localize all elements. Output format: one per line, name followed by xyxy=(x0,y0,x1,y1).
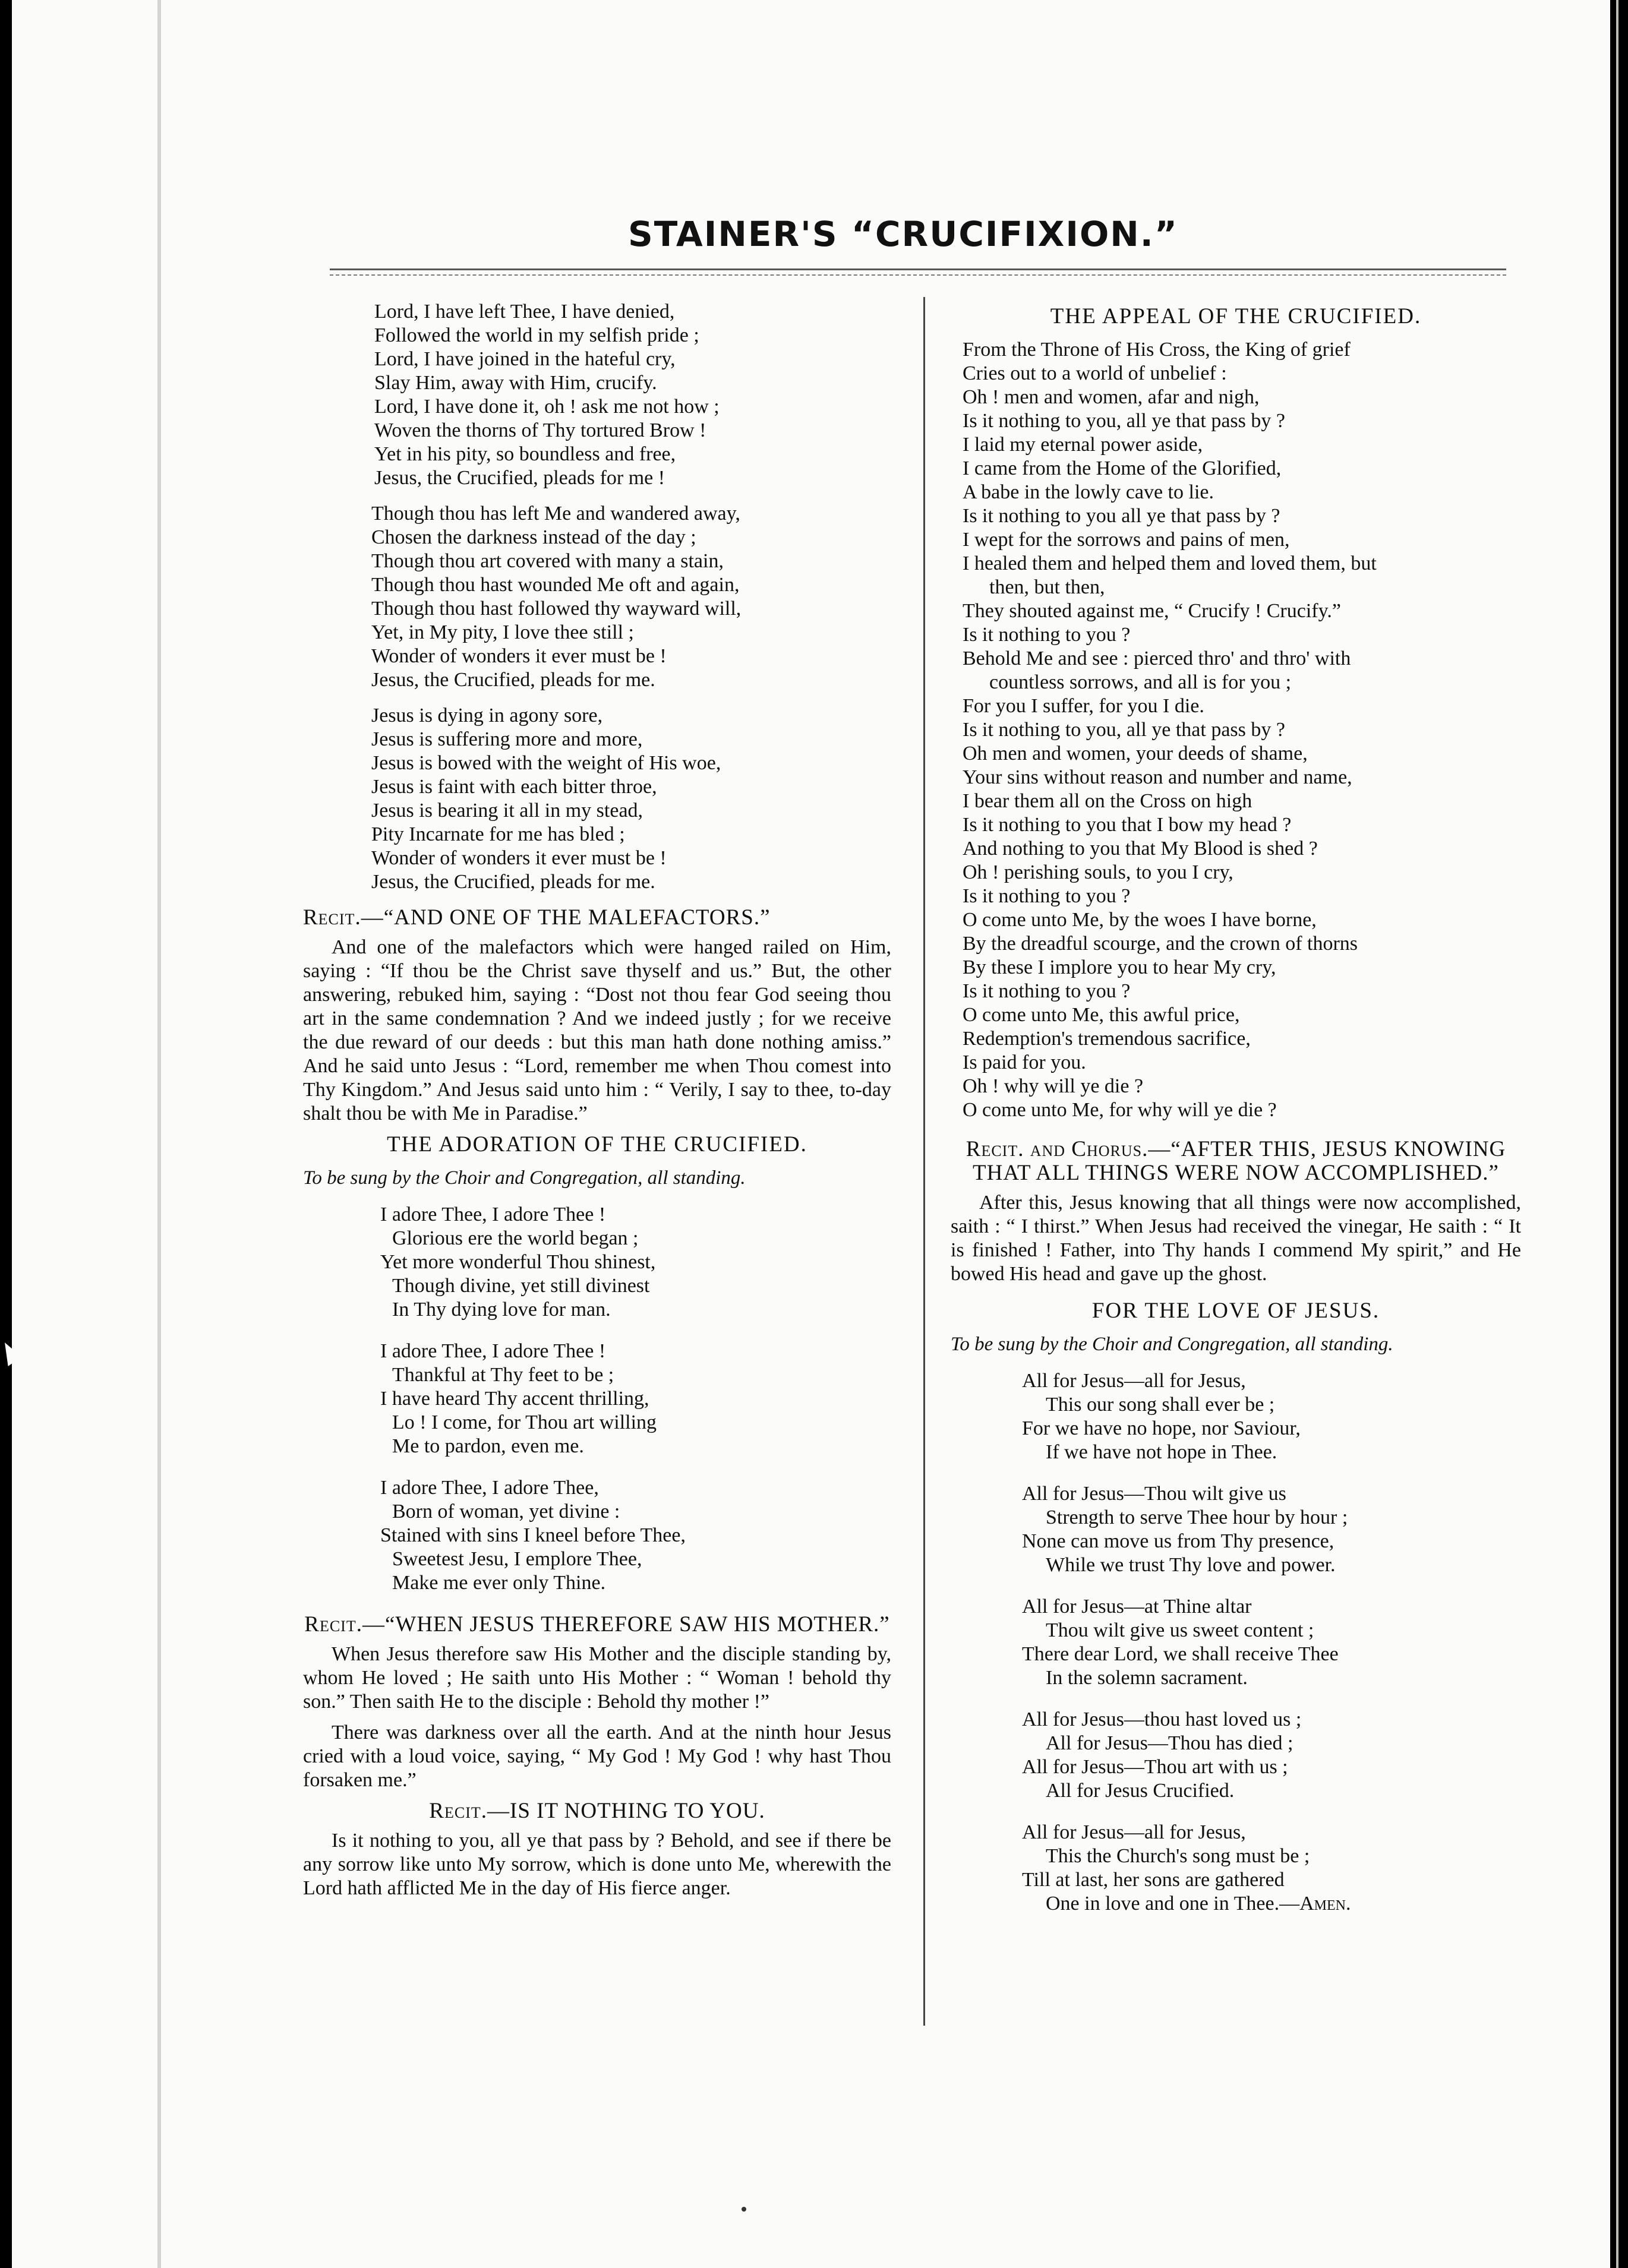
love-verse-5 xyxy=(951,1821,1521,1916)
text-line: Oh ! men and women, afar and nigh, xyxy=(963,386,1260,408)
left-column xyxy=(303,300,891,1907)
text-line: All for Jesus—all for Jesus, xyxy=(1022,1821,1246,1843)
text-line: Is it nothing to you, all ye that pass by ? xyxy=(963,719,1285,741)
love-verse-3 xyxy=(951,1595,1521,1690)
text-line: Pity Incarnate for me has bled ; xyxy=(371,823,625,845)
text-line: Though thou has left Me and wandered away, xyxy=(371,503,740,525)
text-line: Jesus, the Crucified, pleads for me. xyxy=(371,669,655,691)
text-line: I adore Thee, I adore Thee, xyxy=(380,1477,599,1499)
text-line: Slay Him, away with Him, crucify. xyxy=(374,372,657,394)
column-divider xyxy=(923,297,925,2026)
text-line: They shouted against me, “ Crucify ! Crucify.” xyxy=(963,600,1341,622)
recit-label: Recit. xyxy=(303,905,361,930)
text-line: All for Jesus—Thou wilt give us xyxy=(1022,1483,1286,1505)
text-line: Jesus is bowed with the weight of His woe, xyxy=(371,752,721,774)
text-line: All for Jesus—at Thine altar xyxy=(1022,1596,1252,1618)
text-line: In Thy dying love for man. xyxy=(392,1299,611,1321)
text-line: Redemption's tremendous sacrifice, xyxy=(963,1028,1251,1050)
text-line: Sweetest Jesu, I emplore Thee, xyxy=(392,1548,642,1570)
verse-1 xyxy=(303,300,891,490)
text-line: By the dreadful scourge, and the crown of thorns xyxy=(963,933,1358,955)
text-line: Oh ! perishing souls, to you I cry, xyxy=(963,861,1233,883)
text-line: Is it nothing to you, all ye that pass by ? xyxy=(963,410,1285,432)
text-line: Wonder of wonders it ever must be ! xyxy=(371,645,667,667)
recit-label: Recit. xyxy=(429,1799,487,1823)
text-line: Behold Me and see : pierced thro' and thro' with xyxy=(963,647,1351,669)
text-line: Lo ! I come, for Thou art willing xyxy=(392,1411,657,1433)
text-line: All for Jesus—Thou has died ; xyxy=(1046,1732,1293,1754)
recit-mother-text-1: When Jesus therefore saw His Mother and the disciple standing by, whom He loved ; He saith unto His Mother : “ Woman ! behold thy son.” Then saith He to the disciple : Behold thy mother !” xyxy=(303,1643,891,1713)
text-line: From the Throne of His Cross, the King of grief xyxy=(963,339,1351,361)
text-line: Till at last, her sons are gathered xyxy=(1022,1869,1285,1891)
text-line: Chosen the darkness instead of the day ; xyxy=(371,526,696,548)
text-line: Cries out to a world of unbelief : xyxy=(963,362,1227,384)
love-title: FOR THE LOVE OF JESUS. xyxy=(1091,1299,1380,1323)
verse-2 xyxy=(303,502,891,692)
text-line: Jesus is dying in agony sore, xyxy=(371,705,603,726)
text-line: Jesus is suffering more and more, xyxy=(371,728,643,750)
text-line: I wept for the sorrows and pains of men, xyxy=(963,529,1290,551)
text-line: Yet in his pity, so boundless and free, xyxy=(374,443,676,465)
text-line: While we trust Thy love and power. xyxy=(1046,1554,1336,1576)
recit-malefactors-heading xyxy=(303,906,891,930)
text-line: Yet, in My pity, I love thee still ; xyxy=(371,621,634,643)
recit-after-heading xyxy=(951,1138,1521,1185)
recit-title: —“AND ONE OF THE MALEFACTORS.” xyxy=(361,905,771,930)
text-line: Wonder of wonders it ever must be ! xyxy=(371,847,667,869)
text-line: O come unto Me, this awful price, xyxy=(963,1004,1240,1026)
text-line: Your sins without reason and number and name, xyxy=(963,766,1352,788)
recit-title: —“AFTER THIS, JESUS KNOWING THAT ALL THINGS WERE NOW ACCOMPLISHED.” xyxy=(973,1137,1506,1185)
amen-label: Amen. xyxy=(1299,1893,1351,1915)
recit-title: —“WHEN JESUS THEREFORE SAW HIS MOTHER.” xyxy=(362,1612,890,1637)
recit-malefactors-text: And one of the malefactors which were hanged railed on Him, saying : “If thou be the Christ save thyself and us.” But, the other answering, rebuked him, saying : “Dost not thou fear God seeing thou art in the same condemnation ? And we indeed justly ; for we receive the due reward of our deeds : but this man hath done nothing amiss.” And he said unto Jesus : “Lord, remember me when Thou comest into Thy Kingdom.” And Jesus said unto him : “ Verily, I say to thee, to-day shalt thou be with Me in Paradise.” xyxy=(303,936,891,1124)
text-line: Is paid for you. xyxy=(963,1051,1086,1073)
page-title: STAINER'S “CRUCIFIXION.” xyxy=(628,214,1178,254)
adoration-verse-3 xyxy=(303,1476,891,1595)
appeal-title: THE APPEAL OF THE CRUCIFIED. xyxy=(1050,304,1422,328)
recit-title: —IS IT NOTHING TO YOU. xyxy=(487,1799,765,1823)
verse-3 xyxy=(303,704,891,894)
text-line: In the solemn sacrament. xyxy=(1046,1667,1248,1689)
text-line: Though divine, yet still divinest xyxy=(392,1275,650,1297)
text-line: Woven the thorns of Thy tortured Brow ! xyxy=(374,419,706,441)
text-line: I adore Thee, I adore Thee ! xyxy=(380,1340,606,1362)
text-line: Jesus is faint with each bitter throe, xyxy=(371,776,657,798)
text-line: Jesus, the Crucified, pleads for me ! xyxy=(374,467,665,489)
text-line: Yet more wonderful Thou shinest, xyxy=(380,1251,656,1273)
text-line: This the Church's song must be ; xyxy=(1046,1845,1310,1867)
text-line: None can move us from Thy presence, xyxy=(1022,1530,1334,1552)
fold-line xyxy=(157,0,161,2268)
text-line: Is it nothing to you ? xyxy=(963,980,1131,1002)
text-line: Make me ever only Thine. xyxy=(392,1572,606,1594)
text-line: There dear Lord, we shall receive Thee xyxy=(1022,1643,1339,1665)
text-line: Lord, I have done it, oh ! ask me not how ; xyxy=(374,396,720,418)
text-line: All for Jesus—Thou art with us ; xyxy=(1022,1756,1288,1778)
recit-mother-heading xyxy=(303,1613,891,1637)
text-line: All for Jesus—all for Jesus, xyxy=(1022,1370,1246,1392)
text-line: Is it nothing to you that I bow my head ? xyxy=(963,814,1292,836)
text-line: I came from the Home of the Glorified, xyxy=(963,457,1282,479)
title-rule-bottom xyxy=(330,274,1506,276)
love-verse-1 xyxy=(951,1369,1521,1464)
text-line: By these I implore you to hear My cry, xyxy=(963,956,1276,978)
text-line: I have heard Thy accent thrilling, xyxy=(380,1388,649,1410)
adoration-verse-1 xyxy=(303,1203,891,1322)
text-line: I adore Thee, I adore Thee ! xyxy=(380,1204,606,1225)
text-line: For we have no hope, nor Saviour, xyxy=(1022,1417,1301,1439)
text-line: O come unto Me, for why will ye die ? xyxy=(963,1099,1277,1121)
text-line: Lord, I have left Thee, I have denied, xyxy=(374,301,675,323)
recit-after-text: After this, Jesus knowing that all things were now accomplished, saith : “ I thirst.” When Jesus had received the vinegar, He saith : “ It is finished ! Father, into Thy hands I commend My spirit,” and He bowed His head and gave up the ghost. xyxy=(951,1192,1521,1285)
recit-mother-text-2: There was darkness over all the earth. And at the ninth hour Jesus cried with a loud voice, saying, “ My God ! My God ! why hast Thou forsaken me.” xyxy=(303,1721,891,1791)
text-line: Me to pardon, even me. xyxy=(392,1435,584,1457)
text-line: Oh ! why will ye die ? xyxy=(963,1075,1144,1097)
text-line: Jesus, the Crucified, pleads for me. xyxy=(371,871,655,893)
text-line: Strength to serve Thee hour by hour ; xyxy=(1046,1506,1348,1528)
text-line: Followed the world in my selfish pride ; xyxy=(374,324,699,346)
text-line: O come unto Me, by the woes I have borne, xyxy=(963,909,1317,931)
text-line: Though thou art covered with many a stain, xyxy=(371,550,724,572)
text-line: then, but then, xyxy=(989,576,1105,598)
text-line: All for Jesus—thou hast loved us ; xyxy=(1022,1708,1302,1730)
text-line: countless sorrows, and all is for you ; xyxy=(989,671,1292,693)
adoration-instruction: To be sung by the Choir and Congregation, all standing. xyxy=(303,1167,746,1189)
title-rule-top xyxy=(330,269,1506,270)
love-verse-4 xyxy=(951,1708,1521,1803)
text-line: Is it nothing to you ? xyxy=(963,885,1131,907)
text-line: I healed them and helped them and loved them, but xyxy=(963,552,1377,574)
recit-label: Recit. and Chorus. xyxy=(966,1137,1149,1161)
text-line: This our song shall ever be ; xyxy=(1046,1394,1275,1416)
recit-nothing-text: Is it nothing to you, all ye that pass by ? Behold, and see if there be any sorrow like unto My sorrow, which is done unto Me, wherewith the Lord hath afflicted Me in the day of His fierce anger. xyxy=(303,1830,891,1899)
text-line: Thou wilt give us sweet content ; xyxy=(1046,1619,1314,1641)
recit-label: Recit. xyxy=(304,1612,362,1637)
love-instruction: To be sung by the Choir and Congregation, all standing. xyxy=(951,1334,1393,1355)
adoration-title: THE ADORATION OF THE CRUCIFIED. xyxy=(387,1132,807,1157)
text-line: And nothing to you that My Blood is shed ? xyxy=(963,838,1318,860)
adoration-verse-2 xyxy=(303,1340,891,1458)
edge-line xyxy=(1616,0,1618,2268)
text-line: Though thou hast followed thy wayward will, xyxy=(371,598,742,620)
text-line: I laid my eternal power aside, xyxy=(963,434,1203,456)
text-line: Jesus is bearing it all in my stead, xyxy=(371,800,643,822)
recit-nothing-heading xyxy=(303,1799,891,1823)
text-line: Thankful at Thy feet to be ; xyxy=(392,1364,614,1386)
text-line: Stained with sins I kneel before Thee, xyxy=(380,1524,686,1546)
love-verse-2 xyxy=(951,1482,1521,1577)
ink-dot xyxy=(742,2207,746,2212)
text-line: Lord, I have joined in the hateful cry, xyxy=(374,348,676,370)
text-line: Glorious ere the world began ; xyxy=(392,1227,639,1249)
appeal-lines xyxy=(951,338,1521,1122)
right-column xyxy=(951,300,1521,1934)
text-line: One in love and one in Thee.—Amen. xyxy=(1046,1893,1351,1915)
text-line: All for Jesus Crucified. xyxy=(1046,1780,1235,1802)
text-line: If we have not hope in Thee. xyxy=(1046,1441,1277,1463)
text-line: Though thou hast wounded Me oft and again, xyxy=(371,574,740,596)
text-line: A babe in the lowly cave to lie. xyxy=(963,481,1214,503)
text-line: I bear them all on the Cross on high xyxy=(963,790,1252,812)
text-line: Born of woman, yet divine : xyxy=(392,1501,620,1522)
text-line: Is it nothing to you ? xyxy=(963,624,1131,646)
text-line: Oh men and women, your deeds of shame, xyxy=(963,743,1308,765)
text-line: Is it nothing to you all ye that pass by ? xyxy=(963,505,1280,527)
text-line: For you I suffer, for you I die. xyxy=(963,695,1204,717)
